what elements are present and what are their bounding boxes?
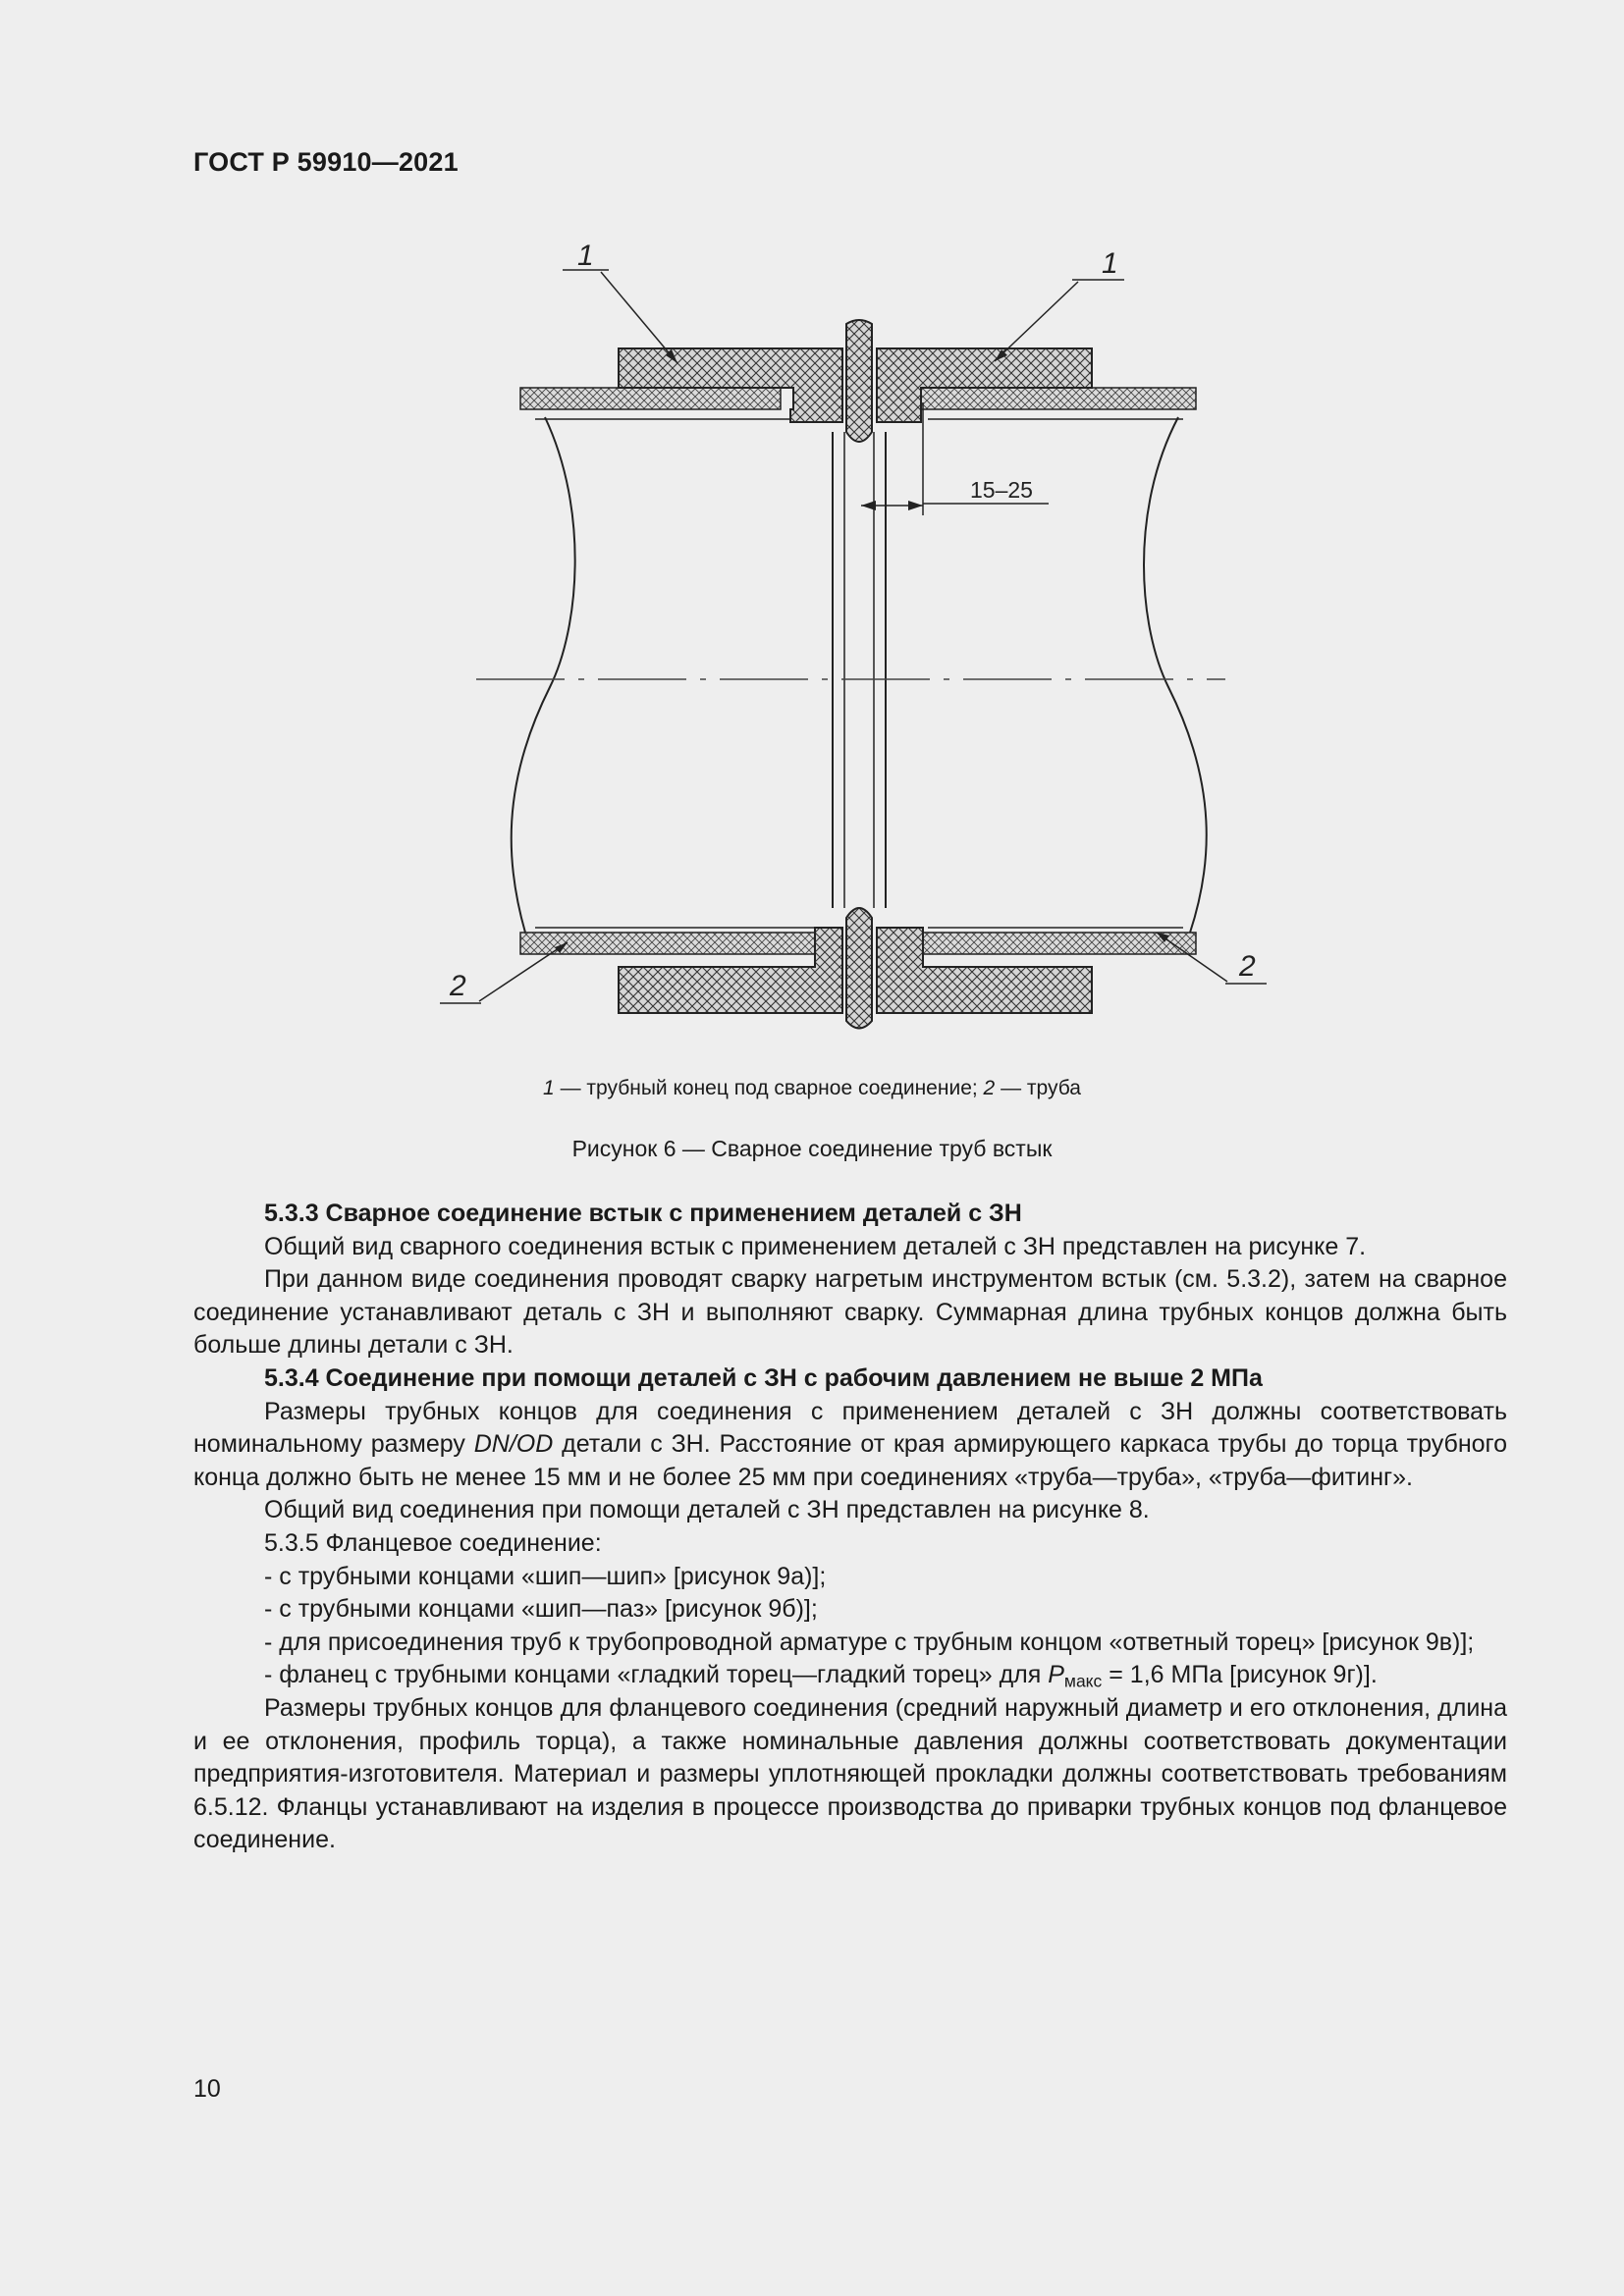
top-weld-bead [846,320,872,442]
paragraph: Общий вид соединения при помощи деталей с ЗН представлен на рисунке 8. [264,1496,1150,1524]
section-5-3-3-heading: 5.3.3 Сварное соединение встык с применением деталей с ЗН [264,1200,1022,1227]
paragraph: Общий вид сварного соединения встык с применением деталей с ЗН представлен на рисунке 7. [264,1232,1367,1260]
pipe-contour-left [512,417,575,933]
figure-caption: Рисунок 6 — Сварное соединение труб встык [571,1136,1053,1161]
page-number: 10 [193,2075,221,2103]
list-item: - фланец с трубными концами «гладкий торец—гладкий торец» для $P_{макс} = 1,6$ МПа [рисунок 9г)]. [264,1661,1378,1691]
document-header: ГОСТ Р 59910—2021 [193,147,459,177]
top-pipe-end-left [619,348,842,422]
weld-joint-drawing [442,236,1256,1050]
figure-legend: 1 — трубный конец под сварное соединение; 2 — труба [543,1077,1081,1099]
document-body [193,1198,1507,1857]
list-item: - с трубными концами «шип—паз» [рисунок 9б)]; [264,1595,818,1624]
top-pipe-end-right [877,348,1092,422]
paragraph: Размеры трубных концов для фланцевого соединения (средний наружный диаметр и его отклонения, длина и ее отклонения, профиль торца), а также номинальные давления должны соответствовать документации предприятия-изготовителя. Материал и размеры уплотняющей прокладки должны соответствовать требованиям 6.5.12. Фланцы устанавливают на изделия в процессе производства до приварки трубных концов под фланцевое соединение. [193,1693,1507,1854]
bottom-wall-left [520,933,815,954]
callout-2-right: 2 [1239,950,1256,983]
section-5-3-4-heading: 5.3.4 Соединение при помощи деталей с ЗН с рабочим давлением не выше 2 МПа [264,1363,1263,1392]
paragraph: При данном виде соединения проводят сварку нагретым инструментом встык (см. 5.3.2), затем на сварное соединение устанавливают деталь с ЗН и выполняют сварку. Суммарная длина трубных концов должна быть больше длины детали с ЗН. [193,1265,1507,1360]
list-item: - с трубными концами «шип—шип» [рисунок 9а)]; [264,1562,827,1590]
top-wall-left [520,388,781,409]
callout-1-right: 1 [1102,247,1118,280]
callout-1-left: 1 [577,240,594,272]
callout-2-left: 2 [450,970,466,1002]
bottom-wall-right [923,933,1196,954]
list-item: - для присоединения труб к трубопроводной арматуре с трубным концом «ответный торец» [рисунок 9в)]; [264,1628,1475,1656]
paragraph: Размеры трубных концов для соединения с применением деталей с ЗН должны соответствовать номинальному размеру DN/OD детали с ЗН. Расстояние от края армирующего каркаса трубы до торца трубного конца должно быть не менее 15 мм и не более 25 мм при соединениях «труба—труба», «труба—фитинг». [193,1397,1507,1491]
top-wall-right [921,388,1196,409]
dimension-label: 15–25 [970,477,1033,503]
bottom-weld-bead [846,908,872,1029]
section-5-3-5-heading: 5.3.5 Фланцевое соединение: [264,1528,602,1557]
pipe-contour-right [1144,417,1207,933]
